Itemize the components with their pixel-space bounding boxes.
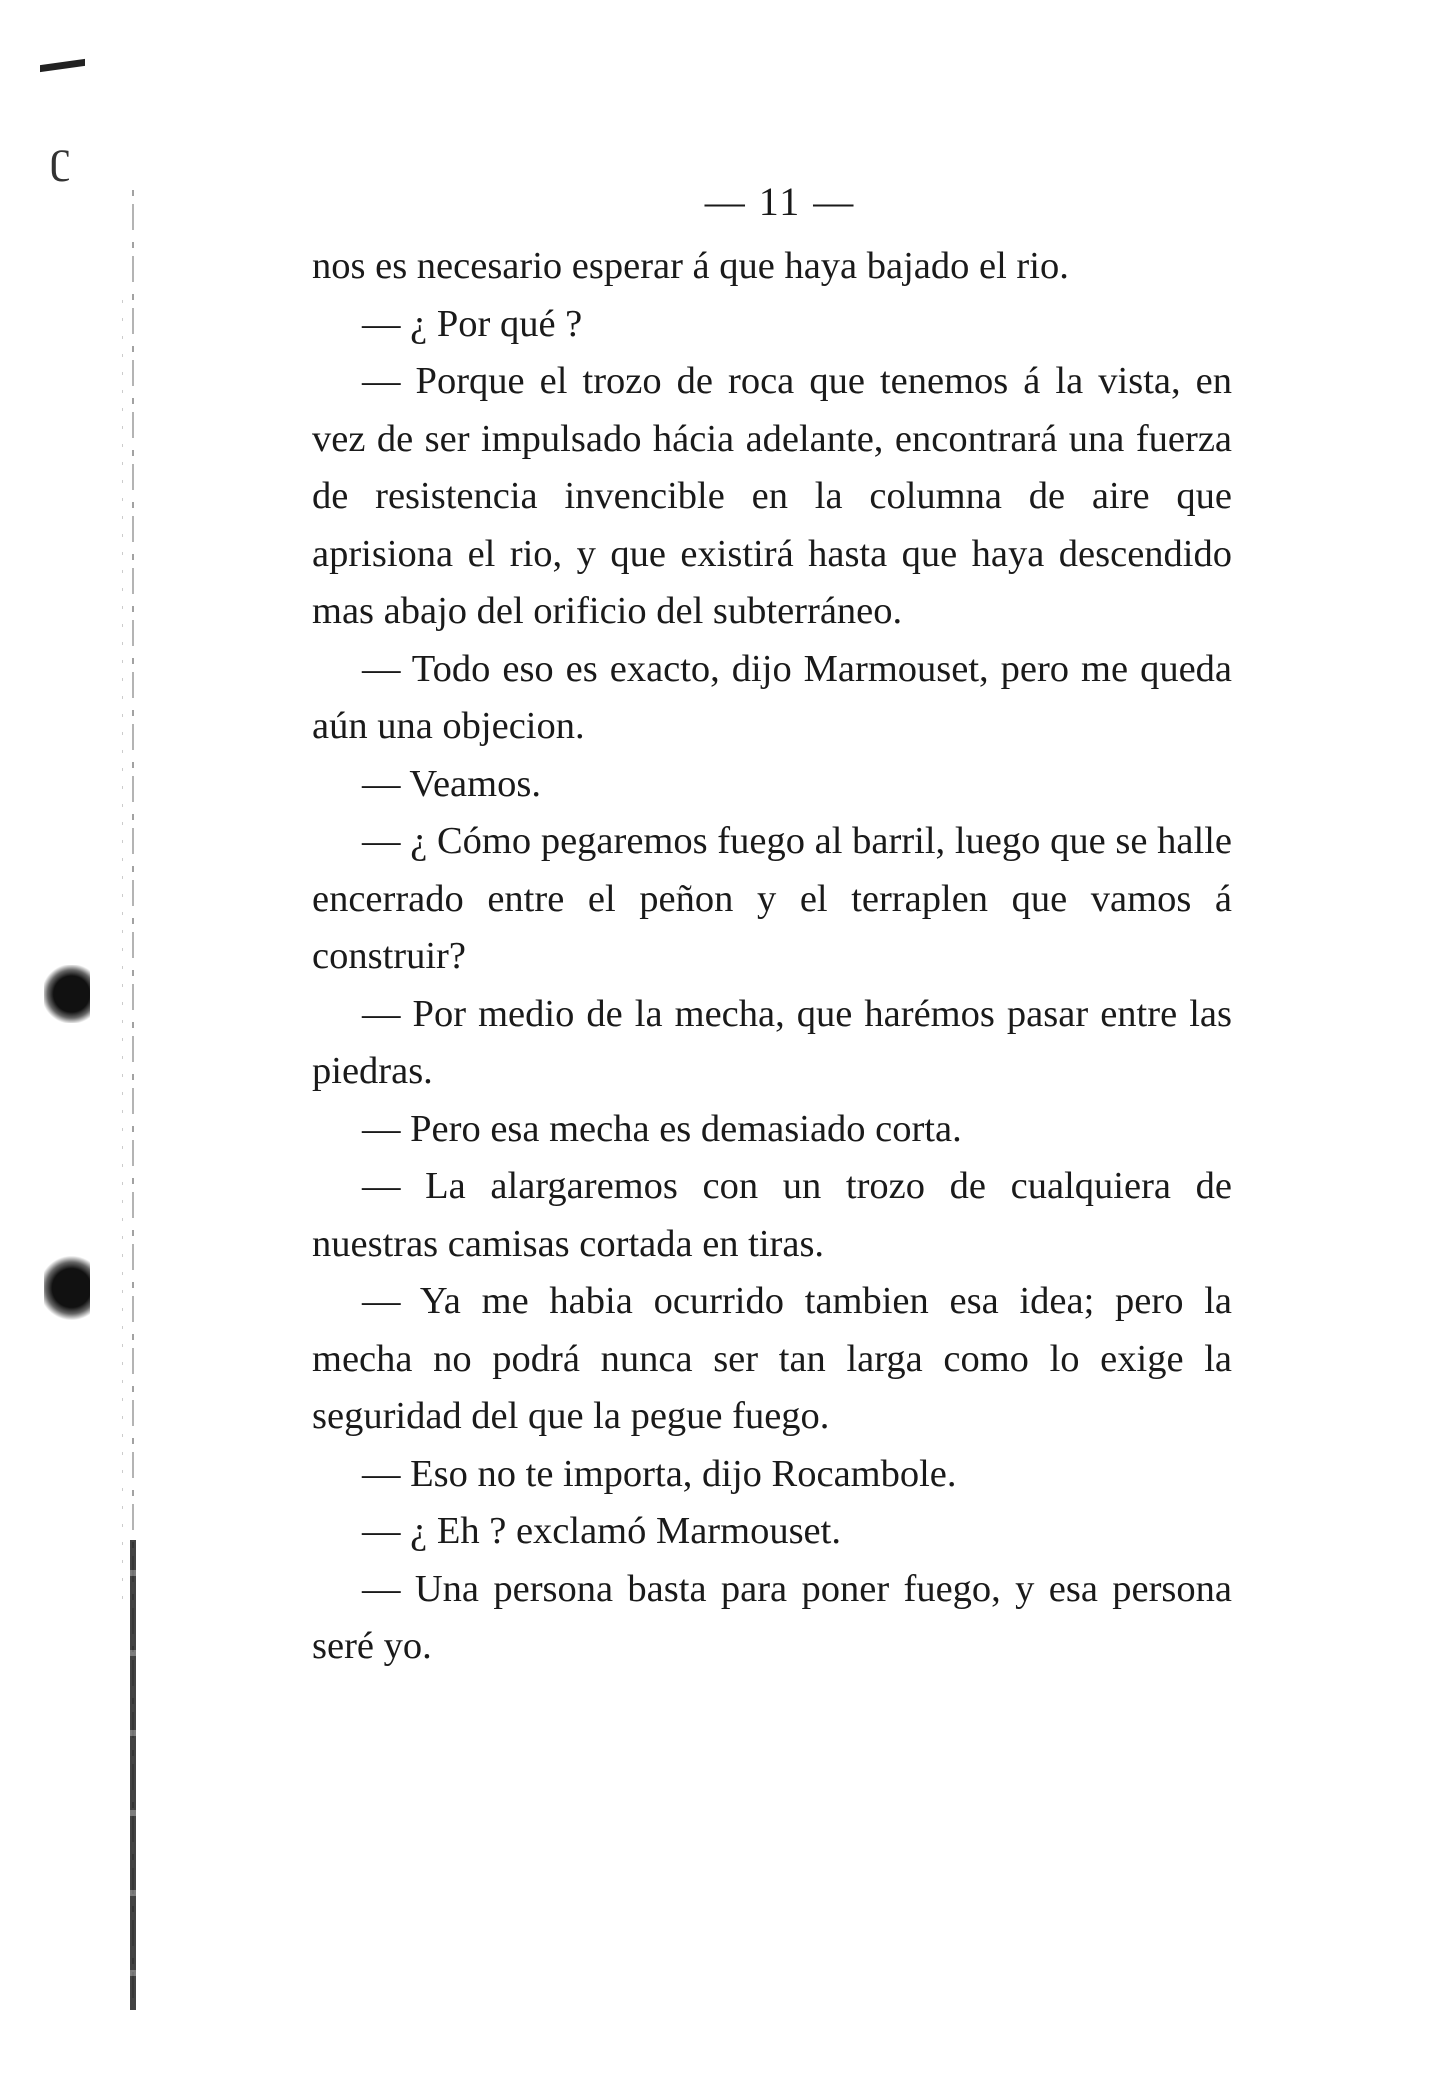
binding-thread	[130, 1540, 136, 2010]
page-number: — 11 —	[704, 179, 856, 224]
body-text	[312, 238, 1232, 1676]
paragraph: — Ya me habia ocurrido tambien esa idea; pero la mecha no podrá nunca ser tan larga como lo exige la seguridad del que la pegue fuego.	[312, 1280, 1232, 1437]
paragraph: — La alargaremos con un trozo de cualquiera de nuestras camisas cortada en tiras.	[312, 1165, 1232, 1265]
paragraph: — ¿ Por qué ?	[362, 302, 583, 345]
scan-artifact-blot	[44, 965, 90, 1023]
paragraph: — ¿ Eh ? exclamó Marmouset.	[362, 1510, 841, 1552]
paragraph: — Veamos.	[362, 762, 541, 805]
paragraph: — Todo eso es exacto, dijo Marmouset, pero me queda aún una objecion.	[312, 647, 1232, 747]
binding-edge-dots	[122, 300, 123, 1600]
paragraph: — ¿ Cómo pegaremos fuego al barril, luego que se halle encerrado entre el peñon y el terraplen que vamos á construir?	[312, 820, 1232, 977]
paragraph: — Pero esa mecha es demasiado corta.	[362, 1107, 962, 1150]
paragraph: — Por medio de la mecha, que harémos pasar entre las piedras.	[312, 992, 1232, 1092]
paragraph: nos es necesario esperar á que haya bajado el rio.	[312, 245, 1069, 287]
scan-artifact-hook: ʗ	[50, 131, 71, 182]
paragraph: — Porque el trozo de roca que tenemos á la vista, en vez de ser impulsado hácia adelante, encontrará una fuerza de resistencia invencible en la columna de aire que aprisiona el rio, y que existirá hasta que haya descendido mas abajo del orificio del subterráneo.	[312, 360, 1232, 632]
scan-artifact-mark	[40, 59, 85, 72]
scan-artifact-blot	[44, 1255, 90, 1321]
paragraph: — Una persona basta para poner fuego, y esa persona seré yo.	[312, 1567, 1232, 1667]
paragraph: — Eso no te importa, dijo Rocambole.	[362, 1452, 957, 1495]
